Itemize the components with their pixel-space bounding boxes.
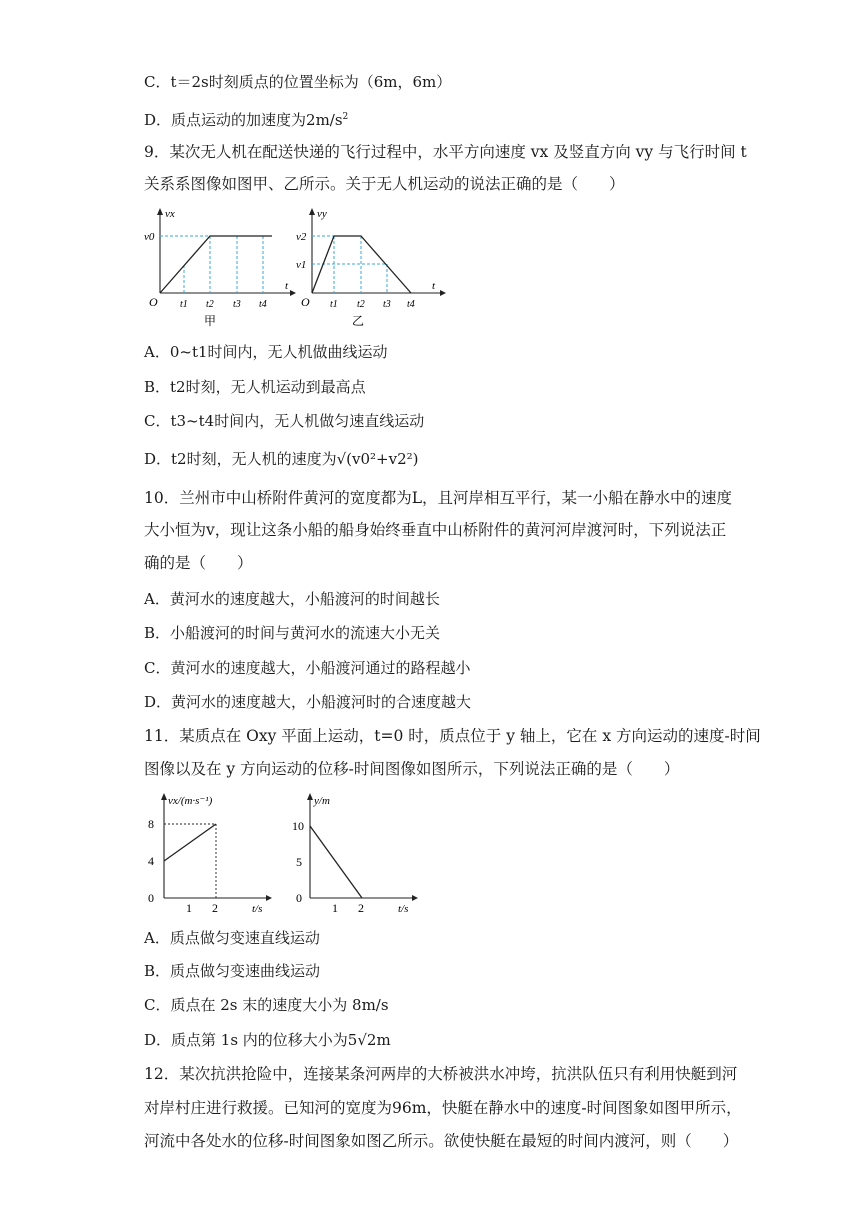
option-d-text: D．质点运动的加速度为2m/s bbox=[144, 111, 343, 129]
jia-caption: 甲 bbox=[204, 314, 217, 328]
yi-v1-label: v1 bbox=[296, 259, 307, 271]
q12-stem-line2: 对岸村庄进行救援。已知河的宽度为96m，快艇在静水中的速度-时间图象如图甲所示， bbox=[144, 1099, 742, 1117]
q9-option-a[interactable]: A．0~t1时间内，无人机做曲线运动 bbox=[144, 343, 388, 361]
vx-t-arrow bbox=[266, 895, 272, 901]
q9-stem-line1: 9．某次无人机在配送快递的飞行过程中，水平方向速度 vx 及竖直方向 vy 与飞行时间 t bbox=[144, 143, 747, 161]
q11-stem-line1: 11．某质点在 Oxy 平面上运动，t=0 时，质点位于 y 轴上，它在 x 方向运动的速度-时间 bbox=[144, 727, 761, 745]
y-t-arrow bbox=[412, 895, 418, 901]
jia-tick-t2: t2 bbox=[206, 299, 214, 310]
vx-tick-4: 4 bbox=[148, 854, 154, 868]
q10-stem-line1: 10．兰州市中山桥附件黄河的宽度都为L，且河岸相互平行，某一小船在静水中的速度 bbox=[144, 489, 733, 507]
vx-tick-x1: 1 bbox=[186, 901, 192, 915]
q10-stem-line3: 确的是（ ） bbox=[144, 554, 253, 572]
y-tick-x1: 1 bbox=[332, 901, 338, 915]
q10-option-b[interactable]: B．小船渡河的时间与黄河水的流速大小无关 bbox=[144, 624, 441, 642]
y-tick-x2: 2 bbox=[358, 901, 364, 915]
y-tick-10: 10 bbox=[292, 819, 304, 833]
y-tick-0: 0 bbox=[296, 891, 302, 905]
option-d-prev bbox=[144, 107, 348, 130]
q9-option-c[interactable]: C．t3~t4时间内，无人机做匀速直线运动 bbox=[144, 412, 425, 430]
y-y-arrow bbox=[307, 793, 313, 800]
figure-jia bbox=[140, 205, 300, 330]
vx-guides bbox=[164, 824, 216, 898]
option-c-prev: C．t＝2s时刻质点的位置坐标为（6m，6m） bbox=[144, 73, 452, 91]
y-tick-5: 5 bbox=[296, 855, 302, 869]
q11-option-d[interactable]: D．质点第 1s 内的位移大小为5√2m bbox=[144, 1031, 391, 1049]
y-line bbox=[310, 826, 362, 898]
q11-stem-line2: 图像以及在 y 方向运动的位移-时间图像如图所示，下列说法正确的是（ ） bbox=[144, 760, 680, 778]
figure-y-t bbox=[290, 788, 430, 916]
option-d-sup: 2 bbox=[342, 112, 349, 122]
yi-caption: 乙 bbox=[352, 314, 365, 328]
yi-tick-t3: t3 bbox=[383, 299, 391, 310]
jia-guides bbox=[160, 236, 263, 293]
yi-v2-label: v2 bbox=[296, 231, 307, 243]
yi-curve bbox=[312, 236, 411, 293]
q9-option-b[interactable]: B．t2时刻，无人机运动到最高点 bbox=[144, 378, 366, 396]
jia-origin: O bbox=[149, 295, 158, 309]
jia-tick-t4: t4 bbox=[259, 299, 267, 310]
q11-option-c[interactable]: C．质点在 2s 末的速度大小为 8m/s bbox=[144, 996, 389, 1014]
yi-tick-t1: t1 bbox=[330, 299, 338, 310]
yi-tick-t2: t2 bbox=[357, 299, 365, 310]
vx-tick-0: 0 bbox=[148, 891, 154, 905]
yi-tick-t4: t4 bbox=[407, 299, 415, 310]
jia-tick-t3: t3 bbox=[233, 299, 241, 310]
jia-curve bbox=[160, 236, 272, 293]
yi-t-label: t bbox=[432, 280, 436, 292]
jia-y-label: vx bbox=[165, 208, 175, 220]
figure-vx-t bbox=[140, 788, 280, 916]
jia-v-arrow bbox=[157, 208, 163, 215]
q9-stem-line2: 关系系图像如图甲、乙所示。关于无人机运动的说法正确的是（ ） bbox=[144, 175, 625, 193]
q10-option-d[interactable]: D．黄河水的速度越大，小船渡河时的合速度越大 bbox=[144, 693, 472, 711]
vx-tick-x2: 2 bbox=[212, 901, 218, 915]
vx-tick-8: 8 bbox=[148, 817, 154, 831]
jia-tick-t1: t1 bbox=[180, 299, 188, 310]
jia-t-label: t bbox=[285, 280, 289, 292]
yi-t-arrow bbox=[440, 290, 446, 296]
y-y-label: y/m bbox=[314, 795, 330, 807]
q12-stem-line3: 河流中各处水的位移-时间图象如图乙所示。欲使快艇在最短的时间内渡河，则（ ） bbox=[144, 1132, 739, 1150]
q11-option-a[interactable]: A．质点做匀变速直线运动 bbox=[144, 929, 320, 947]
vx-y-label: vx/(m·s⁻¹) bbox=[168, 795, 213, 807]
yi-v-arrow bbox=[309, 208, 315, 215]
figure-yi bbox=[292, 205, 452, 330]
q9-option-d[interactable]: D．t2时刻，无人机的速度为√(v0²+v2²) bbox=[144, 450, 419, 468]
y-x-label: t/s bbox=[398, 903, 409, 915]
jia-v0-label: v0 bbox=[144, 231, 155, 243]
vx-x-label: t/s bbox=[252, 903, 263, 915]
vx-v-arrow bbox=[161, 793, 167, 800]
yi-origin: O bbox=[301, 295, 310, 309]
q12-stem-line1: 12．某次抗洪抢险中，连接某条河两岸的大桥被洪水冲垮，抗洪队伍只有利用快艇到河 bbox=[144, 1065, 738, 1083]
vx-line bbox=[164, 824, 216, 861]
q10-option-c[interactable]: C．黄河水的速度越大，小船渡河通过的路程越小 bbox=[144, 659, 471, 677]
q11-option-b[interactable]: B．质点做匀变速曲线运动 bbox=[144, 962, 321, 980]
yi-y-label: vy bbox=[317, 208, 327, 220]
q10-stem-line2: 大小恒为v，现让这条小船的船身始终垂直中山桥附件的黄河河岸渡河时，下列说法正 bbox=[144, 521, 727, 539]
q10-option-a[interactable]: A．黄河水的速度越大，小船渡河的时间越长 bbox=[144, 590, 440, 608]
